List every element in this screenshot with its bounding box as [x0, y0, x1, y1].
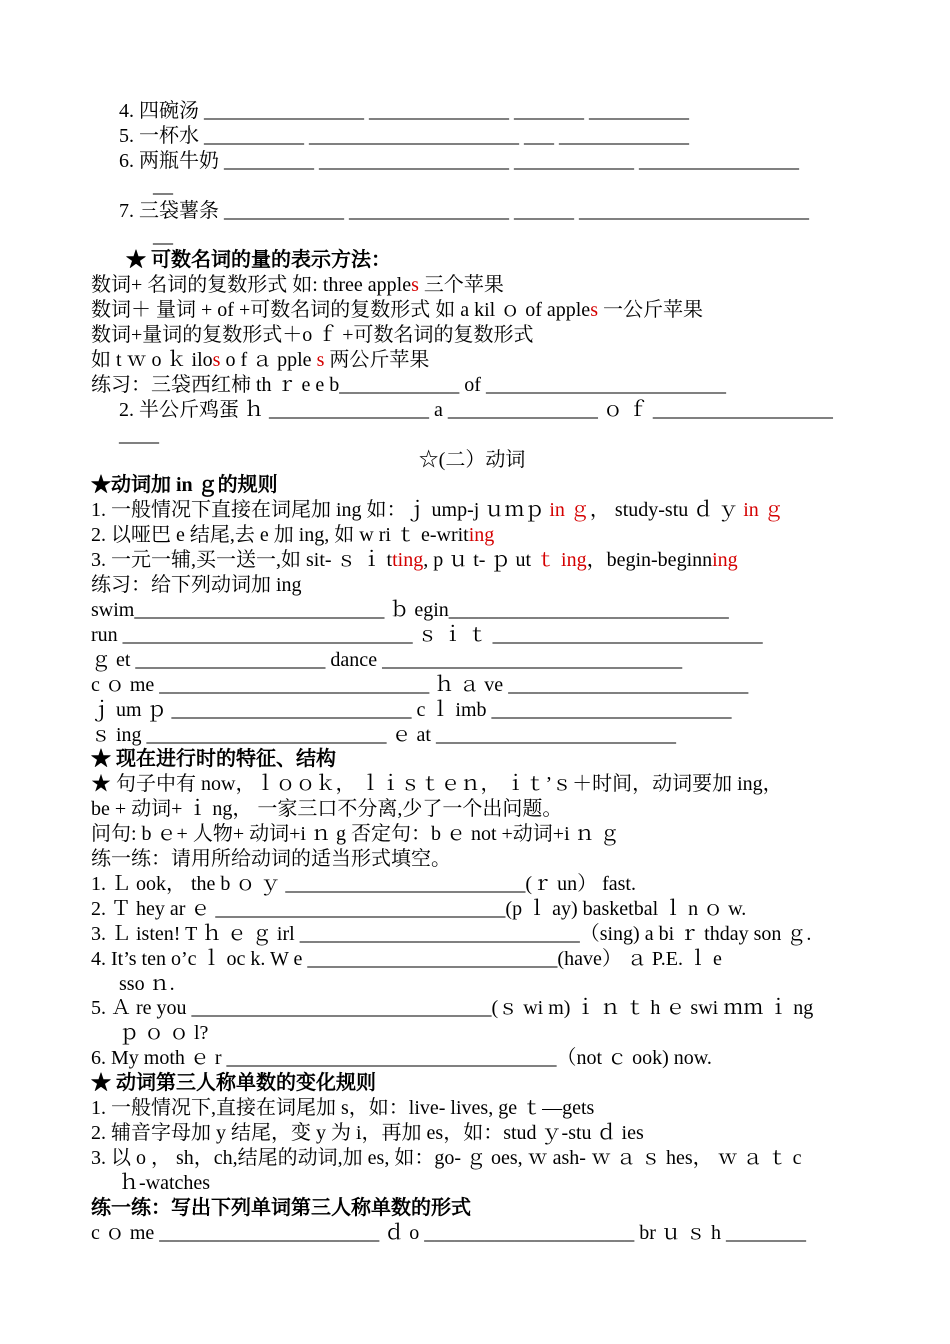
progressive-question-4: 4. It’s ten o’c ｌ oc k. W e _________________________(have） ａ P.E. ｌ e	[91, 948, 722, 970]
countable-rule-2: 数词＋ 量词 + of +可数名词的复数形式 如 a kil ｏ of apples 一公斤苹果	[91, 299, 703, 321]
ing-rule-1: 1. 一般情况下直接在词尾加 ing 如：ｊ ump-j ｕｍｐ in ｇ， study-stu ｄ ｙ in ｇ	[91, 499, 784, 521]
progressive-rule-2: be + 动词+ ｉ ng， 一家三口不分离,少了一个出问题。	[91, 798, 563, 820]
countable-practice-2: 2. 半公斤鸡蛋 ｈ ________________ a _______________ ｏ ｆ __________________	[119, 399, 833, 421]
countable-practice-2-wrap: ____	[119, 424, 159, 446]
progressive-question-5: 5. Ａ re you ______________________________(ｓ wi m) ｉ ｎ ｔ h ｅ swi ｍｍ ｉ ng	[91, 997, 814, 1019]
progressive-question-6: 6. My moth ｅ r _________________________________（not ｃ ook) now.	[91, 1047, 712, 1069]
countable-example: 如 t ｗ o ｋ ilos o f ａ pple s 两公斤苹果	[91, 349, 430, 371]
progressive-practice-heading: 练一练：请用所给动词的适当形式填空。	[91, 848, 451, 870]
third-person-rule-1: 1. 一般情况下,直接在词尾加 s，如：live- lives, ge ｔ—gets	[91, 1097, 595, 1119]
countable-rule-3: 数词+量词的复数形式＋o ｆ +可数名词的复数形式	[91, 324, 534, 346]
ing-practice-row: c ｏ me ___________________________ ｈ ａ ve ________________________	[91, 674, 749, 696]
exercise-line-7-wrap: __	[153, 225, 173, 247]
ing-practice-row: swim_________________________ ｂ egin____________________________	[91, 599, 729, 621]
progressive-question-4-wrap: sso ｎ.	[119, 973, 175, 995]
progressive-question-1: 1. Ｌ ook， the b ｏ ｙ ________________________(ｒ un） fast.	[91, 873, 636, 895]
ing-practice-heading: 练习：给下列动词加 ing	[91, 574, 302, 596]
progressive-question-5-wrap: ｐ ｏ ｏ l?	[119, 1022, 209, 1044]
ing-practice-row: ｓ ing ________________________ ｅ at ________________________	[91, 724, 676, 746]
ing-practice-row: ｊ um ｐ ________________________ c ｌ imb ________________________	[91, 699, 732, 721]
progressive-rule-1: ★ 句子中有 now，ｌｏｏｋ， ｌｉｓｔｅｎ， ｉｔ’ｓ＋时间，动词要加 ing，	[91, 773, 783, 795]
ing-practice-row: ｇ et ___________________ dance ______________________________	[91, 649, 683, 671]
exercise-line-7: 7. 三袋薯条 ____________ ________________ ______ _______________________	[119, 200, 809, 222]
third-person-rule-2: 2. 辅音字母加 y 结尾，变 y 为 i，再加 es，如：stud ｙ-stu ｄ ies	[91, 1122, 644, 1144]
progressive-structure: 问句: b ｅ+ 人物+ 动词+i ｎ g 否定句：b ｅ not +动词+i ｎ ｇ	[91, 823, 620, 845]
section-title-verb: ☆(二）动词	[418, 449, 526, 471]
countable-rule-1: 数词+ 名词的复数形式 如: three apples 三个苹果	[91, 274, 504, 296]
third-person-heading: ★ 动词第三人称单数的变化规则	[91, 1072, 376, 1094]
progressive-heading: ★ 现在进行时的特征、结构	[91, 748, 336, 770]
exercise-line-6-wrap: __	[153, 175, 173, 197]
third-person-practice-row: c ｏ me ______________________ ｄ o _____________________ br ｕ ｓ h ________	[91, 1222, 806, 1244]
ing-rules-heading: ★动词加 in ｇ的规则	[91, 474, 278, 496]
third-person-practice-heading: 练一练：写出下列单词第三人称单数的形式	[91, 1197, 471, 1219]
exercise-line-6: 6. 两瓶牛奶 _________ ___________________ ____________ ________________	[119, 150, 799, 172]
exercise-line-5: 5. 一杯水 __________ _____________________ ___ _____________	[119, 125, 689, 147]
ing-practice-row: run _____________________________ ｓ ｉ ｔ ___________________________	[91, 624, 763, 646]
ing-rule-3: 3. 一元一辅,买一送一,如 sit- ｓ ｉ tting, p ｕ t- ｐ ut ｔ ing，begin-beginning	[91, 549, 738, 571]
countable-heading: ★ 可数名词的量的表示方法：	[126, 249, 391, 271]
ing-rule-2: 2. 以哑巴 e 结尾,去 e 加 ing, 如 w ri ｔ e-writing	[91, 524, 495, 546]
exercise-line-4: 4. 四碗汤 ________________ ______________ _______ __________	[119, 100, 689, 122]
countable-practice-1: 练习：三袋西红柿 th ｒ e e b____________ of ________________________	[91, 374, 726, 396]
third-person-rule-3: 3. 以 o ， sh，ch,结尾的动词,加 es, 如：go- ｇ oes, ｗ ash- ｗ ａ ｓ hes， ｗ ａ ｔ c	[91, 1147, 802, 1169]
progressive-question-3: 3. Ｌ isten! T ｈ ｅ ｇ irl ____________________________（sing) a bi ｒ thday son ｇ.	[91, 923, 812, 945]
third-person-rule-3-wrap: ｈ-watches	[119, 1172, 211, 1194]
progressive-question-2: 2. Ｔ hey ar ｅ _____________________________(p ｌ ay) basketbal ｌ n ｏ w.	[91, 898, 747, 920]
